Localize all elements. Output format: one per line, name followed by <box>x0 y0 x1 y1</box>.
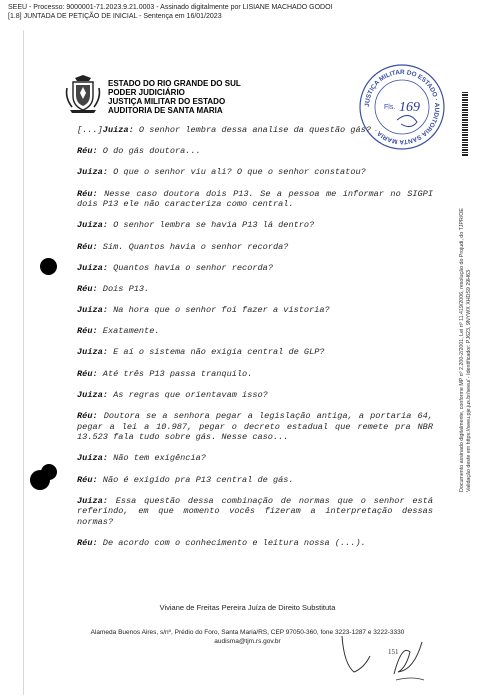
transcript-line <box>77 167 433 178</box>
transcript-line <box>77 326 433 337</box>
speaker-label: Juiza: <box>77 453 108 464</box>
stamp-fls-value: 169 <box>399 100 420 115</box>
transcript-line <box>77 242 433 253</box>
sidebar-text <box>459 208 473 492</box>
speaker-label: Juiza: <box>77 167 108 178</box>
page-number: 151 <box>388 648 399 656</box>
utterance-text: Sim. Quantos havia o senhor recorda? <box>97 241 289 252</box>
court-email: audisma@tjm.rs.gov.br <box>214 638 281 645</box>
transcript-line <box>77 189 433 210</box>
stamp-fls-label: Fls. <box>384 104 396 111</box>
utterance-text: E aí o sistema não exigia central de GLP? <box>107 347 325 358</box>
utterance-text: As regras que orientavam isso? <box>107 389 268 400</box>
court-address: Alameda Buenos Aires, s/nº, Prédio do Foro, Santa Maria/RS, CEP 97050-360, fone 3223-1287 e 3222-3330 <box>90 629 405 636</box>
speaker-label: Réu: <box>77 368 98 379</box>
org-auditoria-line: AUDITORIA DE SANTA MARIA <box>108 106 223 115</box>
utterance-text: Até três P13 passa tranquilo. <box>97 368 253 379</box>
org-power-line: PODER JUDICIÁRIO <box>108 88 185 97</box>
utterance-text: O que o senhor viu ali? O que o senhor constatou? <box>107 167 366 178</box>
transcript-line <box>77 538 433 549</box>
speaker-label: Réu: <box>77 241 98 252</box>
utterance-text: Nesse caso doutora dois P13. Se a pessoa me informar no SIGPI dois P13 ele não caracteriza como central. <box>77 188 433 210</box>
speaker-label: Réu: <box>77 283 98 294</box>
utterance-text: Não é exigido pra P13 central de gás. <box>97 474 294 485</box>
ellipsis-marker: [...] <box>77 125 103 135</box>
speaker-label: Réu: <box>77 326 98 337</box>
utterance-text: O do gás doutora... <box>97 146 201 157</box>
utterance-text: De acordo com o conhecimento e leitura nossa (...). <box>97 538 366 549</box>
punch-hole-mark <box>41 464 57 480</box>
hearing-transcript <box>77 125 433 559</box>
speaker-label: Réu: <box>77 411 98 422</box>
utterance-text: Doutora se a senhora pegar a legislação antiga, a portaria 64, pegar a lei a 10.987, pegar o decreto estadual que remete pra NBR 13.523 fala tudo sobre gás. Nesse caso... <box>77 411 433 443</box>
speaker-label: Réu: <box>77 474 98 485</box>
speaker-label: Réu: <box>77 146 98 157</box>
speaker-label: Juiza: <box>77 389 108 400</box>
org-court-line: JUSTIÇA MILITAR DO ESTADO <box>108 97 226 106</box>
speaker-label: Réu: <box>77 188 98 199</box>
header-process-line: SEEU - Processo: 9000001-71.2023.9.21.0003 - Assinado digitalmente por LISIANE MACHADO GODOI <box>8 4 333 11</box>
org-state-line: ESTADO DO RIO GRANDE DO SUL <box>108 79 241 88</box>
speaker-label: Juiza: <box>77 262 108 273</box>
judge-signature-line: Viviane de Freitas Pereira Juíza de Direito Substituta <box>159 603 336 612</box>
speaker-label: Juiza: <box>77 347 108 358</box>
issuing-authority-block <box>108 79 241 115</box>
punch-hole-mark <box>40 258 57 275</box>
transcript-line <box>77 305 433 316</box>
transcript-line <box>77 146 433 157</box>
transcript-line <box>77 496 433 528</box>
speaker-label: Juiza: <box>77 220 108 231</box>
transcript-line <box>77 220 433 231</box>
utterance-text: Essa questão dessa combinação de normas que o senhor está referindo, em que momento vocês fizeram a interpretação dessas normas? <box>77 495 433 527</box>
transcript-line <box>77 263 433 274</box>
utterance-text: Dois P13. <box>97 283 150 294</box>
speaker-label: Juiza: <box>77 305 108 316</box>
transcript-line <box>77 284 433 295</box>
state-coat-of-arms-icon <box>63 74 103 114</box>
transcript-line <box>77 390 433 401</box>
transcript-line <box>77 125 433 136</box>
speaker-label: Juiza: <box>102 125 134 135</box>
utterance-text: Não tem exigência? <box>107 453 206 464</box>
utterance-text: Na hora que o senhor foi fazer a vistoria? <box>107 305 330 316</box>
transcript-line <box>77 475 433 486</box>
handwritten-initials <box>336 628 431 688</box>
transcript-line <box>77 347 433 358</box>
digital-signature-sidebar <box>446 90 486 610</box>
stamp-ring-text: JUSTIÇA MILITAR DO ESTADO · AUDITORIA SANTA MARIA · <box>363 68 441 146</box>
transcript-line <box>77 411 433 443</box>
utterance-text: O senhor lembra dessa analise da questão gás? <box>133 125 371 135</box>
transcript-line <box>77 369 433 380</box>
utterance-text: O senhor lembra se havia P13 lá dentro? <box>107 220 315 231</box>
header-juntada-line: [1.8] JUNTADA DE PETIÇÃO DE INICIAL - Sentença em 16/01/2023 <box>8 13 222 20</box>
utterance-text: Exatamente. <box>97 326 160 337</box>
utterance-text: Quantos havia o senhor recorda? <box>107 262 273 273</box>
speaker-label: Réu: <box>77 538 98 549</box>
sidebar-signature-note: Documento assinado digitalmente, conforme MP nº 2.200-2/2001, Lei nº 11.419/2006, resolução do Projudi, do TJPR/OE <box>459 208 465 492</box>
sidebar-validation-note: Validação deste em https://seeu.pje.jus.br/seeu/ - Identificador: PJ623, 9NYWX XHDS9 29H63 <box>466 270 472 492</box>
speaker-label: Juiza: <box>77 495 108 506</box>
transcript-line <box>77 453 433 464</box>
